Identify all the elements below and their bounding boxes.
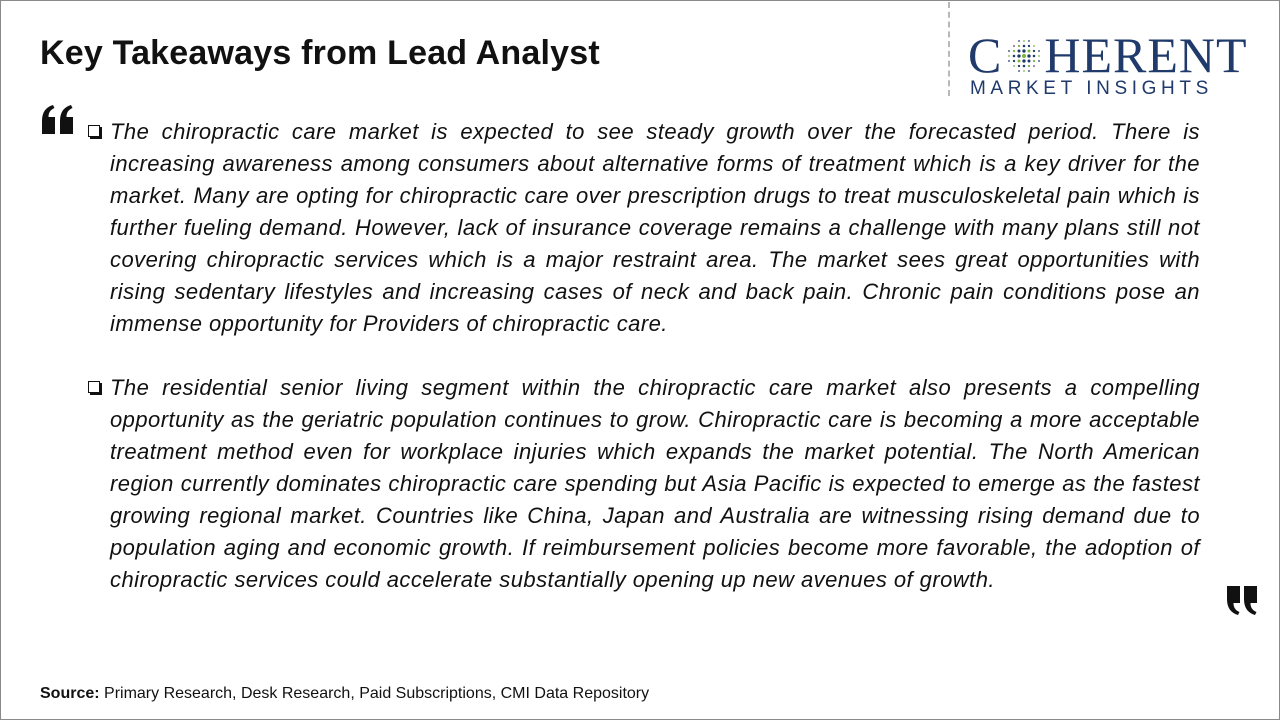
globe-dot bbox=[1033, 65, 1035, 67]
company-logo bbox=[966, 27, 1266, 100]
globe-dot bbox=[1013, 65, 1015, 67]
globe-dot bbox=[1038, 50, 1040, 52]
globe-dot bbox=[1027, 59, 1030, 62]
globe-dot bbox=[1023, 45, 1026, 48]
quote-close-icon bbox=[1224, 584, 1260, 616]
source-note bbox=[40, 685, 649, 703]
page-title: Key Takeaways from Lead Analyst bbox=[40, 34, 600, 72]
globe-dot bbox=[1008, 60, 1010, 62]
globe-dot bbox=[1013, 50, 1015, 52]
globe-dot bbox=[1038, 55, 1040, 57]
logo-letters-rest: HERENT bbox=[1044, 27, 1248, 83]
logo-subtitle: MARKET INSIGHTS bbox=[970, 78, 1213, 99]
globe-dot bbox=[1018, 70, 1020, 72]
source-text: Primary Research, Desk Research, Paid Subscriptions, CMI Data Repository bbox=[99, 685, 650, 702]
globe-dot bbox=[1023, 65, 1026, 68]
logo-divider bbox=[948, 2, 950, 96]
globe-dot bbox=[1013, 45, 1015, 47]
globe-dot bbox=[1022, 49, 1025, 52]
globe-dot bbox=[1017, 59, 1020, 62]
globe-dot bbox=[1023, 40, 1025, 42]
checkbox-bullet-icon bbox=[88, 381, 100, 393]
globe-dot bbox=[1028, 70, 1030, 72]
globe-dot bbox=[1013, 55, 1016, 58]
globe-dot bbox=[1028, 65, 1030, 67]
checkbox-bullet-icon bbox=[88, 125, 100, 137]
takeaway-item bbox=[88, 116, 1200, 340]
takeaway-text: The chiropractic care market is expected to see steady growth over the forecasted period. There is increasing awareness among consumers about alternative forms of treatment which is a key driver for the market. Many are opting for chiropractic care over prescription drugs to treat musculoskeletal pain which is further fueling demand. However, lack of insurance coverage remains a challenge with many plans still not covering chiropractic services which is a major restraint area. The market sees great opportunities with rising sedentary lifestyles and increasing cases of neck and back pain. Chronic pain conditions pose an immense opportunity for Providers of chiropractic care. bbox=[110, 119, 1200, 336]
globe-dot bbox=[1027, 49, 1030, 52]
globe-dot bbox=[1013, 60, 1015, 62]
quote-open-icon bbox=[40, 104, 76, 136]
takeaway-item bbox=[88, 372, 1200, 596]
globe-dot bbox=[1027, 54, 1030, 57]
globe-icon bbox=[1006, 38, 1042, 74]
globe-dot bbox=[1033, 50, 1035, 52]
globe-dot bbox=[1033, 55, 1036, 58]
globe-dot bbox=[1008, 55, 1010, 57]
globe-dot bbox=[1022, 59, 1025, 62]
globe-dot bbox=[1018, 40, 1020, 42]
globe-dot bbox=[1022, 54, 1026, 58]
globe-dot bbox=[1038, 60, 1040, 62]
globe-dot bbox=[1023, 70, 1025, 72]
globe-dot bbox=[1018, 45, 1020, 47]
globe-dot bbox=[1017, 49, 1020, 52]
takeaway-text: The residential senior living segment within the chiropractic care market also presents a compelling opportunity as the geriatric population continues to grow. Chiropractic care is becoming a more acceptable treatment method even for workplace injuries which expands the market potential. The North American region currently dominates chiropractic care spending but Asia Pacific is expected to emerge as the fastest growing regional market. Countries like China, Japan and Australia are witnessing rising demand due to population aging and economic growth. If reimbursement policies become more favorable, the adoption of chiropractic services could accelerate substantially opening up new avenues of growth. bbox=[110, 375, 1200, 592]
source-label: Source: bbox=[40, 685, 100, 702]
globe-dot bbox=[1018, 65, 1020, 67]
globe-dot bbox=[1033, 45, 1035, 47]
globe-dot bbox=[1008, 50, 1010, 52]
globe-dot bbox=[1028, 40, 1030, 42]
globe-dot bbox=[1033, 60, 1035, 62]
logo-letter-c: C bbox=[968, 27, 1003, 83]
globe-dot bbox=[1017, 54, 1020, 57]
globe-dot bbox=[1028, 45, 1030, 47]
